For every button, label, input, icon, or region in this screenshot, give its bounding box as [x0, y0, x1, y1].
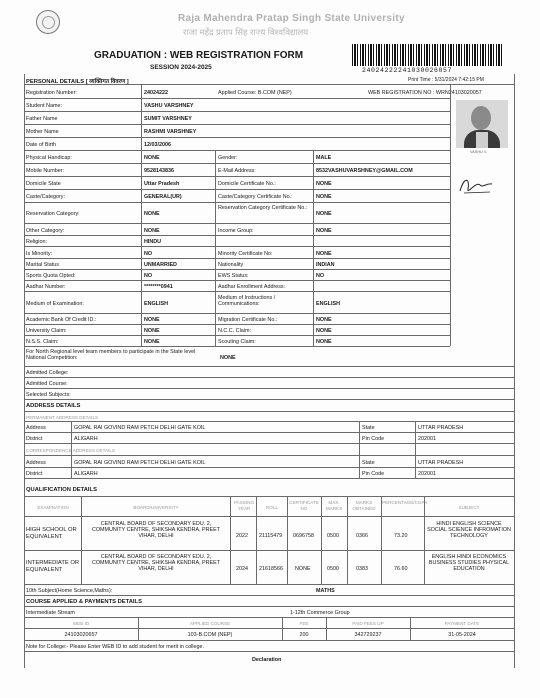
label-minority-certificate: Minority Certificate No: — [218, 251, 273, 257]
label-aadhar-number: Aadhar Number: — [26, 284, 66, 290]
barcode-number: 24024222241030026057 — [362, 67, 453, 74]
qual-row1-exam: HIGH SCHOOL OR EQUIVALENT — [26, 527, 77, 540]
label-aadhar-address: Aadhar Enrollment Address: — [218, 284, 286, 290]
label-permanent-state: State — [362, 425, 375, 431]
value-father-name: SUMIT VARSHNEY — [144, 116, 192, 122]
pay-header-date: PAYMENT DATE — [444, 621, 480, 626]
qual-header-percent: PERCENTAGE/CGPA — [382, 500, 428, 505]
rule — [24, 606, 514, 607]
value-caste-certificate: NONE — [316, 194, 332, 200]
label-north-regional: For North Regional level team members to participate in the State level National Competition: — [26, 349, 196, 361]
col-rule — [230, 496, 231, 584]
address-section-title: ADDRESS DETAILS — [26, 403, 81, 409]
correspondence-address-caption: CORRESPONDENCE ADDRESS DETAILS — [26, 448, 116, 453]
label-correspondence-district: District — [26, 471, 43, 477]
rule — [24, 124, 450, 125]
qualification-section-title: QUALIFICATION DETAILS — [26, 487, 97, 493]
value-north-regional: NONE — [220, 355, 236, 361]
value-physical-handicap: NONE — [144, 155, 160, 161]
session-label: SESSION 2024-2025 — [150, 64, 212, 71]
col-rule — [321, 496, 322, 584]
col-rule — [282, 617, 283, 640]
value-ncc-claim: NONE — [316, 328, 332, 334]
col-rule — [138, 617, 139, 640]
rule — [24, 516, 514, 517]
col-rule — [215, 150, 216, 346]
label-correspondence-state: State — [362, 460, 375, 466]
rule — [24, 98, 450, 99]
qual-header-subject: SUBJECT — [458, 505, 480, 510]
pay-web-id: 24103020657 — [64, 632, 98, 638]
student-signature — [456, 173, 496, 197]
rule — [24, 366, 514, 367]
rule — [24, 202, 450, 203]
value-intermediate-stream: 1-12th Commerce Group — [290, 610, 350, 616]
value-nationality: INDIAN — [316, 262, 335, 268]
rule — [24, 324, 450, 325]
label-medium-exam: Medium of Examination: — [26, 301, 84, 307]
qual-header-roll: ROLL — [265, 505, 278, 510]
label-marital-status: Marital Status — [26, 262, 59, 268]
value-scouting-claim: NONE — [316, 339, 332, 345]
label-registration-number: Registration Number: — [26, 90, 77, 96]
rule — [24, 388, 514, 389]
label-mobile: Mobile Number: — [26, 168, 65, 174]
label-ews-status: EWS Status: — [218, 273, 249, 279]
rule — [24, 163, 450, 164]
value-aadhar-number: ********0941 — [144, 284, 173, 290]
label-sports-quota: Sports Quota Opted: — [26, 273, 76, 279]
value-correspondence-district: ALIGARH — [74, 471, 98, 477]
value-gender: MALE — [316, 155, 332, 161]
qual-row1-obtained: 0366 — [356, 533, 368, 539]
rule — [24, 455, 514, 456]
label-gender: Gender: — [218, 155, 238, 161]
rule — [24, 496, 514, 497]
qual-header-cert: CERTIFICATE NO — [289, 500, 319, 511]
rule — [24, 137, 450, 138]
col-rule — [71, 421, 72, 478]
photo-caption: VASHU V. — [470, 150, 488, 154]
qual-row1-subject: HINDI ENGLISH SCIENCE SOCIAL SCIENCE INFROMATION TECHNOLOGY — [427, 521, 511, 539]
label-mother-name: Mother Name — [26, 129, 59, 135]
label-permanent-district: District — [26, 436, 43, 442]
label-income-group: Income Group: — [218, 228, 254, 234]
note-for-college: Note for College:- Please Enter WEB ID to add student for merit in college. — [26, 644, 204, 650]
value-correspondence-address: GOPAL RAI GOVIND RAM PETCH DELHI GATE KOIL — [74, 460, 206, 466]
label-other-category: Other Category: — [26, 228, 65, 234]
col-rule — [415, 421, 416, 478]
university-name-hindi: राजा महेंद्र प्रताप सिंह राज्य विश्वविद्यालय — [183, 27, 309, 37]
value-minority-certificate: NONE — [316, 251, 332, 257]
value-email: 8532VASHUVARSHNEY@GMAIL.COM — [316, 168, 413, 174]
label-date-of-birth: Date of Birth — [26, 142, 56, 148]
value-religion: HINDU — [144, 239, 162, 245]
qual-row1-cert: 0696758 — [293, 533, 314, 539]
qual-row2-subject: ENGLISH HINDI ECONOMICS BUSINESS STUDIES PHYSICAL EDUCATION — [428, 554, 510, 572]
rule — [24, 189, 450, 190]
value-registration-number: 24024222 — [144, 90, 168, 96]
value-domicile-certificate: NONE — [316, 181, 332, 187]
rule — [24, 176, 450, 177]
rule — [24, 258, 450, 259]
label-permanent-address: Address — [26, 425, 46, 431]
university-name-english: Raja Mahendra Pratap Singh State University — [178, 13, 405, 24]
qual-row2-exam: INTERMEDIATE OR EQUIVALENT — [26, 560, 80, 573]
col-rule — [81, 496, 82, 584]
value-reservation-certificate: NONE — [316, 211, 332, 217]
pay-reference: 342729237 — [354, 632, 382, 638]
value-student-name: VASHU VARSHNEY — [144, 103, 194, 109]
label-correspondence-address: Address — [26, 460, 46, 466]
qual-row2-year: 2024 — [236, 566, 248, 572]
label-student-name: Student Name: — [26, 103, 62, 109]
rule — [24, 291, 450, 292]
value-other-category: NONE — [144, 228, 160, 234]
col-rule — [256, 496, 257, 584]
col-rule — [410, 617, 411, 640]
rule — [24, 617, 514, 618]
rule — [24, 269, 450, 270]
label-caste-category: Caste/Category: — [26, 194, 65, 200]
rule — [24, 467, 514, 468]
declaration-heading: Declaration — [252, 657, 282, 663]
pay-fee: 200 — [299, 632, 309, 638]
rule — [24, 628, 514, 629]
col-rule — [287, 496, 288, 584]
value-permanent-state: UTTAR PRADESH — [418, 425, 464, 431]
value-nss-claim: NONE — [144, 339, 160, 345]
label-reservation-certificate: Reservation Category Certificate No.: — [218, 205, 308, 211]
label-email: E-Mail Address: — [218, 168, 256, 174]
label-is-minority: Is Minority: — [26, 251, 53, 257]
label-admitted-course: Admitted Course: — [26, 381, 68, 387]
qual-header-max: MAX. MARKS — [325, 500, 343, 511]
qual-row1-percent: 73.20 — [394, 533, 408, 539]
frame-right — [514, 74, 515, 668]
value-is-minority: NO — [144, 251, 153, 257]
label-physical-handicap: Physical Handicap: — [26, 155, 72, 161]
form-title: GRADUATION : WEB REGISTRATION FORM — [94, 50, 304, 61]
col-rule — [313, 150, 314, 346]
col-rule — [359, 421, 360, 478]
qual-row2-board: CENTRAL BOARD OF SECONDARY EDU. 2, COMMUNITY CENTRE, SHIKSHA KENDRA, PREET VIHAR, DELHI — [91, 554, 221, 572]
value-ews-status: NO — [316, 273, 325, 279]
rule — [24, 584, 514, 585]
value-university-claim: NONE — [144, 328, 160, 334]
col-rule — [381, 496, 382, 584]
value-correspondence-pin: 202001 — [418, 471, 436, 477]
qual-row1-board: CENTRAL BOARD OF SECONDARY EDU. 2, COMMUNITY CENTRE, SHIKSHA KENDRA, PREET VIHAR, DELHI — [91, 521, 221, 539]
qual-row2-cert: NONE — [295, 566, 311, 572]
label-domicile-state: Domicile State — [26, 181, 61, 187]
label-religion: Religion: — [26, 239, 47, 245]
rule — [24, 335, 450, 336]
qual-row2-percent: 76.60 — [394, 566, 408, 572]
label-domicile-certificate: Domicile Certificate No.: — [218, 181, 276, 187]
value-income-group: NONE — [316, 228, 332, 234]
rule — [24, 640, 514, 641]
barcode-image — [352, 44, 504, 66]
col-rule — [424, 496, 425, 584]
rule — [24, 346, 450, 347]
value-mobile: 9528143836 — [144, 168, 174, 174]
label-father-name: Father Name — [26, 116, 58, 122]
label-nationality: Nationality — [218, 262, 244, 268]
label-tenth-subject: 10th Subject(Home Science,Maths): — [26, 588, 113, 594]
label-migration-certificate: Migration Certificate No.: — [218, 317, 278, 323]
label-permanent-pin: Pin Code — [362, 436, 385, 442]
form-header — [0, 0, 540, 37]
rule — [24, 313, 450, 314]
pay-header-paid: PAID FEES UP — [352, 621, 384, 626]
rule — [24, 246, 450, 247]
value-permanent-pin: 202001 — [418, 436, 436, 442]
value-mother-name: RASHMI VARSHNEY — [144, 129, 197, 135]
student-photo — [456, 100, 508, 148]
pay-header-course: APPLIED COURSE — [189, 621, 231, 626]
col-rule — [450, 84, 451, 346]
value-migration-certificate: NONE — [316, 317, 332, 323]
rule — [24, 651, 514, 652]
rule — [24, 550, 514, 551]
qual-row1-max: 0500 — [327, 533, 339, 539]
value-tenth-subject: MATHS — [316, 588, 335, 594]
value-marital-status: UNMARRIED — [144, 262, 177, 268]
label-ncc-claim: N.C.C. Claim: — [218, 328, 251, 334]
value-medium-instruction: ENGLISH — [316, 301, 340, 307]
value-abc-id: NONE — [144, 317, 160, 323]
rule — [24, 150, 450, 151]
university-logo — [36, 10, 60, 34]
label-caste-certificate: Caste/Category Certificate No.: — [218, 194, 293, 200]
col-rule — [326, 617, 327, 640]
qual-row2-roll: 21618566 — [259, 566, 283, 572]
label-intermediate-stream: Intermediate Stream — [26, 610, 75, 616]
rule — [24, 411, 514, 412]
qual-header-exam: EXAMINATION — [37, 505, 69, 510]
personal-section-title: PERSONAL DETAILS [ व्यक्तिगत विवरण ] — [26, 79, 129, 85]
label-scouting-claim: Scouting Claim: — [218, 339, 256, 345]
col-rule — [347, 496, 348, 584]
qual-row2-obtained: 0383 — [356, 566, 368, 572]
pay-header-web-id: WEB ID — [72, 621, 90, 626]
print-time: Print Time : 5/31/2024 7:42:15 PM — [408, 77, 484, 83]
qual-row1-roll: 21115479 — [259, 533, 283, 539]
value-date-of-birth: 12/03/2006 — [144, 142, 171, 148]
value-correspondence-state: UTTAR PRADESH — [418, 460, 464, 466]
pay-course: 103-B.COM (NEP) — [187, 632, 233, 638]
label-reservation-category: Reservation Category: — [26, 211, 80, 217]
value-permanent-address: GOPAL RAI GOVIND RAM PETCH DELHI GATE KOIL — [74, 425, 206, 431]
course-section-title: COURSE APPLIED & PAYMENTS DETAILS — [26, 599, 142, 605]
rule — [24, 443, 514, 444]
pay-header-fee: FEE — [299, 621, 309, 626]
permanent-address-caption: PERMANENT ADDRESS DETAILS — [26, 415, 99, 420]
col-rule — [141, 84, 142, 346]
value-domicile-state: Uttar Pradesh — [144, 181, 180, 187]
label-selected-subjects: Selected Subjects: — [26, 392, 71, 398]
value-sports-quota: NO — [144, 273, 153, 279]
rule — [24, 478, 514, 479]
label-admitted-college: Admitted College: — [26, 370, 69, 376]
label-applied-course: Applied Course: B.COM (NEP) — [218, 90, 292, 96]
rule — [24, 223, 450, 224]
qual-header-year: PASSING YEAR — [233, 500, 255, 511]
qual-row2-max: 0500 — [327, 566, 339, 572]
rule — [24, 399, 514, 400]
pay-date: 31-05-2024 — [448, 632, 476, 638]
value-reservation-category: NONE — [144, 211, 160, 217]
label-abc-id: Academic Bank Of Credit ID.: — [26, 317, 97, 323]
label-nss-claim: N.S.S. Claim: — [26, 339, 59, 345]
rule — [24, 235, 450, 236]
rule — [24, 421, 514, 422]
label-correspondence-pin: Pin Code — [362, 471, 385, 477]
rule — [24, 111, 450, 112]
value-permanent-district: ALIGARH — [74, 436, 98, 442]
rule — [24, 595, 514, 596]
value-medium-exam: ENGLISH — [144, 301, 168, 307]
label-university-claim: University Claim: — [26, 328, 67, 334]
rule — [24, 280, 450, 281]
label-medium-instruction: Medium of Instructions / Communications: — [218, 295, 276, 307]
qual-row1-year: 2022 — [236, 533, 248, 539]
rule — [24, 432, 514, 433]
rule — [24, 377, 514, 378]
web-registration-number: WEB REGISTRATION NO : WRN24103020057 — [368, 90, 482, 96]
value-caste-category: GENERAL(UR) — [144, 194, 182, 200]
qual-header-board: BOARD/UNIVERSITY — [133, 505, 179, 510]
rule — [24, 84, 514, 85]
qual-header-obtained: MARKS OBTAINED — [352, 500, 376, 511]
